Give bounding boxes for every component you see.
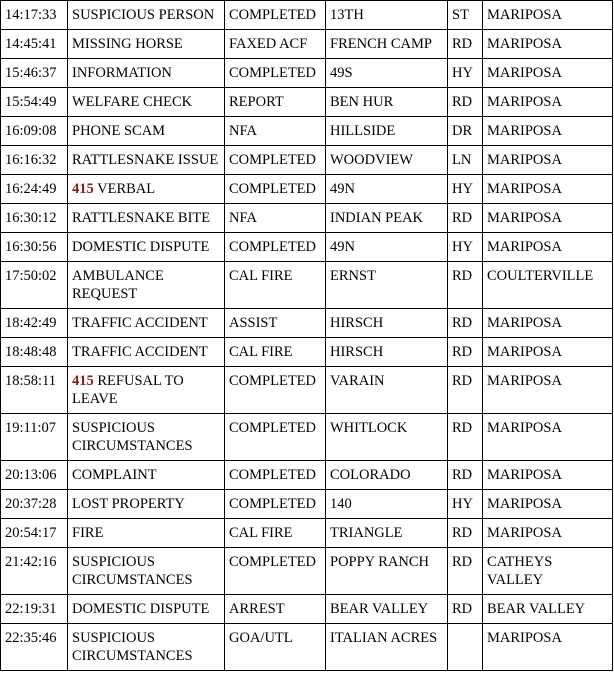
incident-log-body: [1, 1, 613, 671]
street-cell: [326, 1, 448, 30]
call-type-cell: [68, 204, 225, 233]
disposition-text: COMPLETED: [229, 420, 316, 436]
street-suffix-text: RD: [452, 315, 473, 331]
disposition-cell: [225, 30, 326, 59]
street-text: INDIAN PEAK: [330, 210, 424, 226]
call-type-text: FIRE: [72, 525, 104, 541]
city-text: MARIPOSA: [487, 496, 562, 512]
time-cell: [1, 1, 68, 30]
city-cell: [483, 490, 613, 519]
street-suffix-cell: [448, 30, 483, 59]
disposition-cell: [225, 548, 326, 595]
time-text: 16:24:49: [5, 181, 57, 197]
disposition-cell: [225, 595, 326, 624]
call-type-text: TRAFFIC ACCIDENT: [72, 344, 208, 360]
disposition-text: COMPLETED: [229, 554, 316, 570]
street-cell: [326, 117, 448, 146]
table-row: [1, 204, 613, 233]
disposition-text: COMPLETED: [229, 496, 316, 512]
street-suffix-text: RD: [452, 344, 473, 360]
disposition-cell: [225, 1, 326, 30]
time-text: 15:46:37: [5, 65, 57, 81]
call-type-cell: [68, 338, 225, 367]
street-suffix-cell: [448, 519, 483, 548]
disposition-cell: [225, 519, 326, 548]
call-type-cell: [68, 1, 225, 30]
disposition-text: COMPLETED: [229, 239, 316, 255]
call-type-text: SUSPICIOUS CIRCUMSTANCES: [72, 554, 193, 588]
time-cell: [1, 59, 68, 88]
street-text: 49S: [330, 65, 353, 81]
time-text: 18:48:48: [5, 344, 57, 360]
street-suffix-cell: [448, 309, 483, 338]
disposition-text: CAL FIRE: [229, 525, 293, 541]
street-cell: [326, 548, 448, 595]
street-suffix-cell: [448, 367, 483, 414]
time-text: 17:50:02: [5, 268, 57, 284]
penal-code-label: 415: [72, 373, 94, 389]
street-cell: [326, 262, 448, 309]
table-row: [1, 146, 613, 175]
street-suffix-cell: [448, 262, 483, 309]
street-suffix-text: RD: [452, 94, 473, 110]
street-text: POPPY RANCH: [330, 554, 429, 570]
call-type-text: VERBAL: [93, 181, 156, 197]
disposition-cell: [225, 624, 326, 671]
street-text: ITALIAN ACRES: [330, 630, 438, 646]
street-text: 49N: [330, 239, 355, 255]
street-suffix-text: HY: [452, 181, 473, 197]
call-type-cell: [68, 367, 225, 414]
disposition-cell: [225, 204, 326, 233]
disposition-cell: [225, 117, 326, 146]
street-suffix-cell: [448, 595, 483, 624]
city-cell: [483, 59, 613, 88]
street-cell: [326, 367, 448, 414]
call-type-cell: [68, 262, 225, 309]
call-type-text: REFUSAL TO LEAVE: [72, 373, 184, 407]
street-suffix-text: HY: [452, 239, 473, 255]
street-cell: [326, 595, 448, 624]
street-text: 13TH: [330, 7, 364, 23]
time-text: 18:42:49: [5, 315, 57, 331]
city-text: MARIPOSA: [487, 123, 562, 139]
street-cell: [326, 59, 448, 88]
city-cell: [483, 595, 613, 624]
time-cell: [1, 338, 68, 367]
time-cell: [1, 146, 68, 175]
city-text: MARIPOSA: [487, 344, 562, 360]
call-type-cell: [68, 548, 225, 595]
street-suffix-text: RD: [452, 373, 473, 389]
city-cell: [483, 1, 613, 30]
time-cell: [1, 309, 68, 338]
street-suffix-cell: [448, 59, 483, 88]
call-type-cell: [68, 624, 225, 671]
city-text: MARIPOSA: [487, 36, 562, 52]
city-text: MARIPOSA: [487, 315, 562, 331]
time-text: 22:19:31: [5, 601, 57, 617]
street-suffix-text: RD: [452, 36, 473, 52]
disposition-cell: [225, 309, 326, 338]
city-cell: [483, 461, 613, 490]
city-cell: [483, 88, 613, 117]
street-suffix-cell: [448, 490, 483, 519]
table-row: [1, 624, 613, 671]
city-text: MARIPOSA: [487, 239, 562, 255]
time-cell: [1, 414, 68, 461]
city-text: MARIPOSA: [487, 181, 562, 197]
time-cell: [1, 461, 68, 490]
disposition-text: COMPLETED: [229, 181, 316, 197]
street-text: HIRSCH: [330, 315, 384, 331]
time-cell: [1, 30, 68, 59]
time-text: 18:58:11: [5, 373, 57, 389]
disposition-cell: [225, 262, 326, 309]
table-row: [1, 519, 613, 548]
street-suffix-cell: [448, 146, 483, 175]
call-type-cell: [68, 30, 225, 59]
call-type-text: LOST PROPERTY: [72, 496, 185, 512]
street-cell: [326, 519, 448, 548]
city-text: BEAR VALLEY: [487, 601, 586, 617]
table-row: [1, 30, 613, 59]
disposition-text: GOA/UTL: [229, 630, 293, 646]
time-cell: [1, 175, 68, 204]
table-row: [1, 1, 613, 30]
time-cell: [1, 117, 68, 146]
street-suffix-text: RD: [452, 420, 473, 436]
table-row: [1, 309, 613, 338]
time-text: 14:17:33: [5, 7, 57, 23]
street-text: BEN HUR: [330, 94, 394, 110]
street-suffix-cell: [448, 548, 483, 595]
city-text: MARIPOSA: [487, 420, 562, 436]
street-cell: [326, 30, 448, 59]
time-text: 15:54:49: [5, 94, 57, 110]
time-cell: [1, 233, 68, 262]
city-cell: [483, 146, 613, 175]
time-cell: [1, 367, 68, 414]
call-type-cell: [68, 414, 225, 461]
street-suffix-text: HY: [452, 496, 473, 512]
table-row: [1, 595, 613, 624]
street-suffix-text: RD: [452, 210, 473, 226]
time-text: 16:30:12: [5, 210, 57, 226]
street-suffix-text: RD: [452, 601, 473, 617]
street-text: HIRSCH: [330, 344, 384, 360]
disposition-cell: [225, 175, 326, 204]
street-suffix-cell: [448, 1, 483, 30]
street-suffix-cell: [448, 624, 483, 671]
street-suffix-text: DR: [452, 123, 473, 139]
city-text: MARIPOSA: [487, 525, 562, 541]
street-text: FRENCH CAMP: [330, 36, 432, 52]
time-text: 20:13:06: [5, 467, 57, 483]
city-cell: [483, 624, 613, 671]
street-text: 140: [330, 496, 352, 512]
table-row: [1, 88, 613, 117]
city-cell: [483, 414, 613, 461]
city-text: MARIPOSA: [487, 210, 562, 226]
city-text: MARIPOSA: [487, 7, 562, 23]
disposition-text: ARREST: [229, 601, 285, 617]
disposition-text: COMPLETED: [229, 373, 316, 389]
call-type-cell: [68, 59, 225, 88]
street-cell: [326, 175, 448, 204]
city-cell: [483, 262, 613, 309]
disposition-text: CAL FIRE: [229, 344, 293, 360]
time-cell: [1, 519, 68, 548]
street-suffix-cell: [448, 414, 483, 461]
street-suffix-cell: [448, 117, 483, 146]
street-suffix-cell: [448, 233, 483, 262]
table-row: [1, 175, 613, 204]
call-type-text: RATTLESNAKE ISSUE: [72, 152, 219, 168]
call-type-cell: [68, 519, 225, 548]
street-text: HILLSIDE: [330, 123, 396, 139]
call-type-cell: [68, 233, 225, 262]
street-suffix-cell: [448, 338, 483, 367]
time-cell: [1, 262, 68, 309]
city-text: MARIPOSA: [487, 152, 562, 168]
time-text: 20:37:28: [5, 496, 57, 512]
call-type-text: SUSPICIOUS CIRCUMSTANCES: [72, 630, 193, 664]
street-suffix-text: RD: [452, 467, 473, 483]
time-cell: [1, 88, 68, 117]
street-text: WHITLOCK: [330, 420, 408, 436]
disposition-cell: [225, 59, 326, 88]
city-cell: [483, 367, 613, 414]
call-type-cell: [68, 175, 225, 204]
street-suffix-cell: [448, 204, 483, 233]
disposition-text: COMPLETED: [229, 152, 316, 168]
street-cell: [326, 309, 448, 338]
call-type-text: COMPLAINT: [72, 467, 157, 483]
disposition-text: ASSIST: [229, 315, 278, 331]
city-cell: [483, 338, 613, 367]
street-suffix-text: LN: [452, 152, 472, 168]
call-type-text: INFORMATION: [72, 65, 172, 81]
city-cell: [483, 519, 613, 548]
street-suffix-text: RD: [452, 525, 473, 541]
city-cell: [483, 233, 613, 262]
time-text: 20:54:17: [5, 525, 57, 541]
disposition-cell: [225, 367, 326, 414]
table-row: [1, 367, 613, 414]
street-cell: [326, 624, 448, 671]
disposition-text: REPORT: [229, 94, 284, 110]
city-cell: [483, 175, 613, 204]
city-text: MARIPOSA: [487, 65, 562, 81]
call-type-text: AMBULANCE REQUEST: [72, 268, 164, 302]
street-suffix-text: RD: [452, 554, 473, 570]
time-text: 16:16:32: [5, 152, 57, 168]
street-cell: [326, 414, 448, 461]
city-cell: [483, 30, 613, 59]
call-type-text: DOMESTIC DISPUTE: [72, 239, 210, 255]
time-cell: [1, 595, 68, 624]
city-text: COULTERVILLE: [487, 268, 594, 284]
city-cell: [483, 117, 613, 146]
street-cell: [326, 204, 448, 233]
time-cell: [1, 624, 68, 671]
table-row: [1, 338, 613, 367]
disposition-cell: [225, 233, 326, 262]
table-row: [1, 59, 613, 88]
street-text: 49N: [330, 181, 355, 197]
call-type-text: SUSPICIOUS CIRCUMSTANCES: [72, 420, 193, 454]
call-type-text: MISSING HORSE: [72, 36, 183, 52]
street-cell: [326, 338, 448, 367]
call-type-text: RATTLESNAKE BITE: [72, 210, 211, 226]
disposition-cell: [225, 490, 326, 519]
city-cell: [483, 548, 613, 595]
street-suffix-text: RD: [452, 268, 473, 284]
time-text: 16:30:56: [5, 239, 57, 255]
call-type-text: DOMESTIC DISPUTE: [72, 601, 210, 617]
disposition-text: COMPLETED: [229, 467, 316, 483]
disposition-cell: [225, 461, 326, 490]
time-cell: [1, 204, 68, 233]
street-text: VARAIN: [330, 373, 385, 389]
time-cell: [1, 548, 68, 595]
street-cell: [326, 88, 448, 117]
call-type-cell: [68, 595, 225, 624]
time-cell: [1, 490, 68, 519]
call-type-text: WELFARE CHECK: [72, 94, 193, 110]
table-row: [1, 490, 613, 519]
time-text: 16:09:08: [5, 123, 57, 139]
disposition-cell: [225, 146, 326, 175]
time-text: 21:42:16: [5, 554, 57, 570]
call-type-text: TRAFFIC ACCIDENT: [72, 315, 208, 331]
table-row: [1, 262, 613, 309]
call-type-cell: [68, 490, 225, 519]
street-cell: [326, 461, 448, 490]
table-row: [1, 461, 613, 490]
call-type-cell: [68, 309, 225, 338]
disposition-text: NFA: [229, 123, 257, 139]
city-text: MARIPOSA: [487, 467, 562, 483]
table-row: [1, 117, 613, 146]
disposition-text: NFA: [229, 210, 257, 226]
penal-code-label: 415: [72, 181, 94, 197]
call-type-cell: [68, 146, 225, 175]
disposition-cell: [225, 88, 326, 117]
call-type-cell: [68, 461, 225, 490]
disposition-text: COMPLETED: [229, 65, 316, 81]
street-suffix-text: ST: [452, 7, 469, 23]
call-type-text: PHONE SCAM: [72, 123, 166, 139]
call-type-cell: [68, 88, 225, 117]
street-text: ERNST: [330, 268, 376, 284]
street-text: COLORADO: [330, 467, 411, 483]
city-text: CATHEYS VALLEY: [487, 554, 553, 588]
time-text: 19:11:07: [5, 420, 57, 436]
city-text: MARIPOSA: [487, 630, 562, 646]
call-type-text: SUSPICIOUS PERSON: [72, 7, 215, 23]
call-type-cell: [68, 117, 225, 146]
disposition-cell: [225, 338, 326, 367]
street-suffix-cell: [448, 461, 483, 490]
disposition-text: COMPLETED: [229, 7, 316, 23]
table-row: [1, 233, 613, 262]
street-text: TRIANGLE: [330, 525, 403, 541]
street-suffix-text: HY: [452, 65, 473, 81]
time-text: 22:35:46: [5, 630, 57, 646]
disposition-text: CAL FIRE: [229, 268, 293, 284]
street-cell: [326, 490, 448, 519]
city-text: MARIPOSA: [487, 373, 562, 389]
city-text: MARIPOSA: [487, 94, 562, 110]
street-suffix-cell: [448, 88, 483, 117]
street-text: BEAR VALLEY: [330, 601, 429, 617]
street-text: WOODVIEW: [330, 152, 413, 168]
street-suffix-cell: [448, 175, 483, 204]
street-cell: [326, 146, 448, 175]
table-row: [1, 548, 613, 595]
table-row: [1, 414, 613, 461]
disposition-text: FAXED ACF: [229, 36, 308, 52]
disposition-cell: [225, 414, 326, 461]
city-cell: [483, 204, 613, 233]
time-text: 14:45:41: [5, 36, 57, 52]
street-cell: [326, 233, 448, 262]
city-cell: [483, 309, 613, 338]
